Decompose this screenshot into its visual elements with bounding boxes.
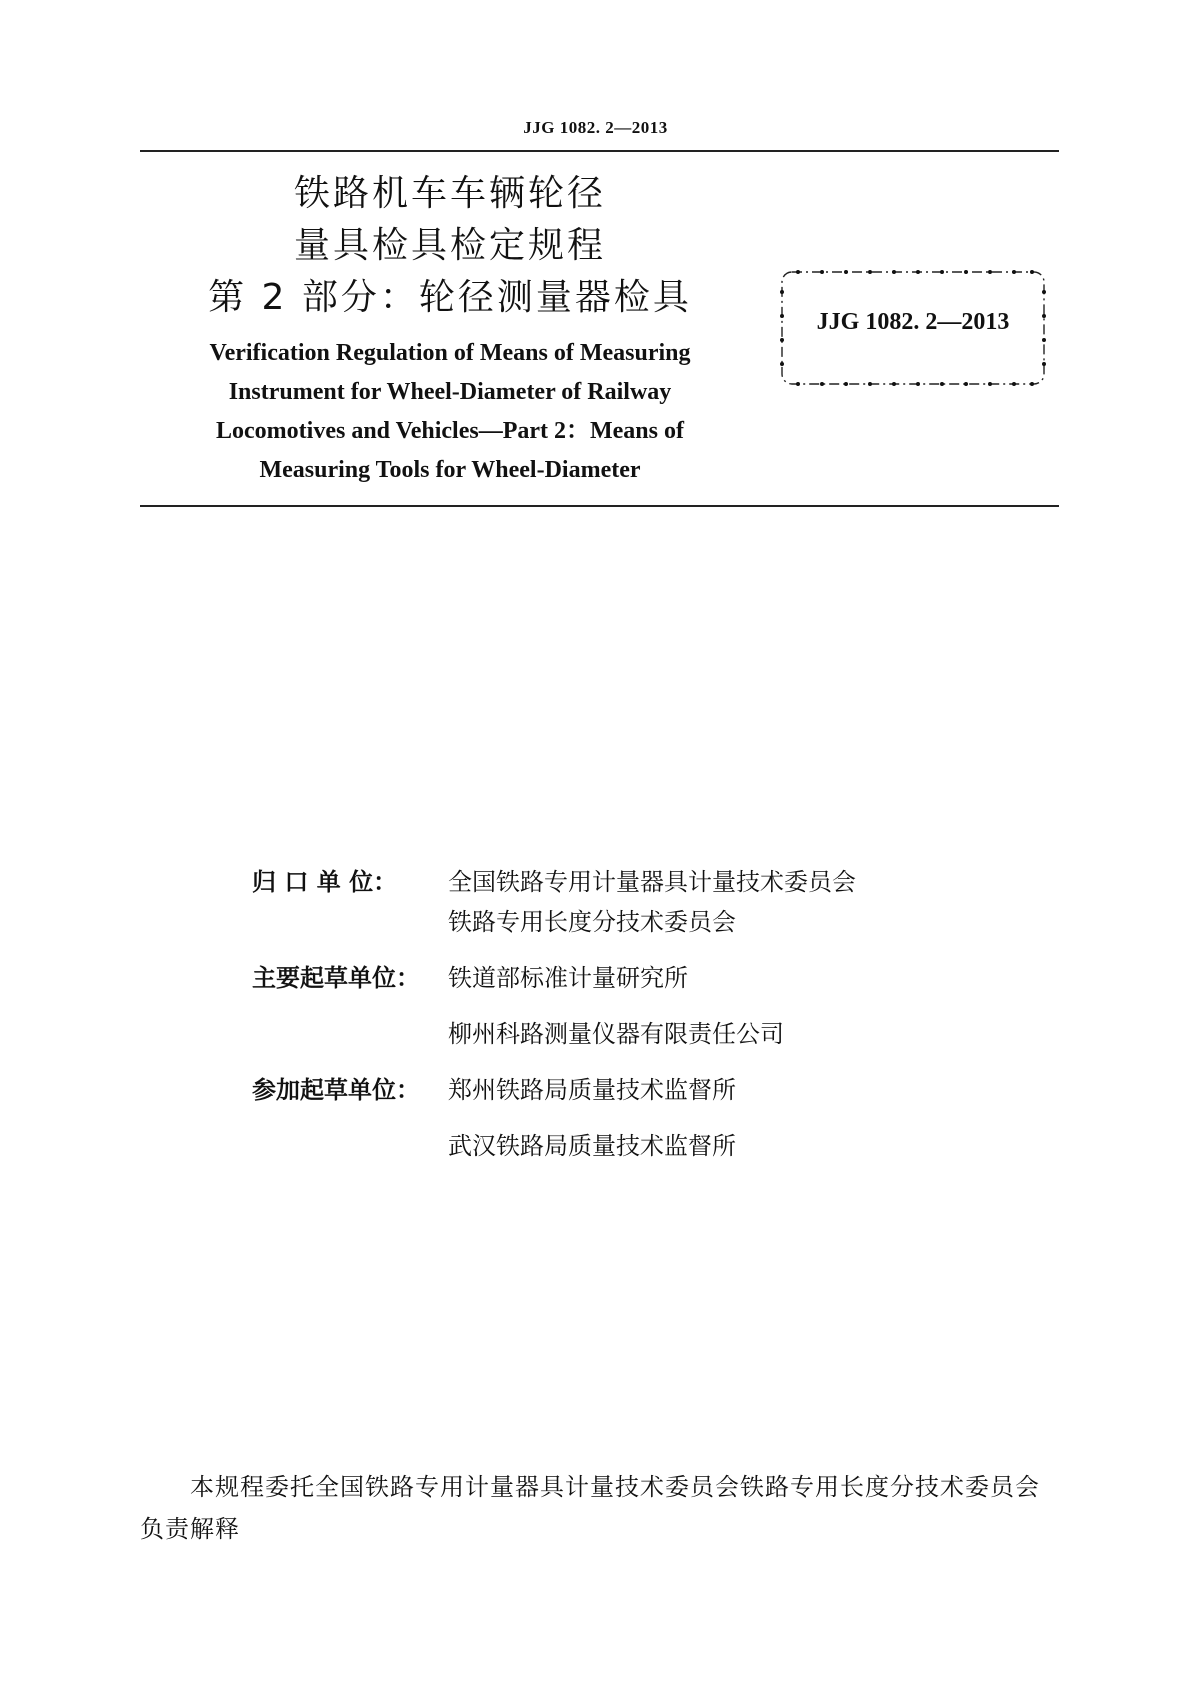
unit-value: 郑州铁路局质量技术监督所: [448, 1076, 736, 1104]
title-en-line-4: Measuring Tools for Wheel-Diameter: [259, 457, 641, 483]
title-en-line-3: Locomotives and Vehicles—Part 2：Means of: [216, 418, 684, 444]
unit-value: 铁路专用长度分技术委员会: [448, 908, 736, 936]
unit-label-participating-drafters: 参加起草单位：: [252, 1076, 420, 1104]
interpretation-note: 本规程委托全国铁路专用计量器具计量技术委员会铁路专用长度分技术委员会负责解释: [140, 1473, 1040, 1543]
unit-row-responsible: [252, 862, 972, 942]
unit-label-responsible: 归 口 单 位：: [252, 868, 398, 896]
title-zh-line-3: 第 2 部分：轮径测量器检具: [208, 277, 692, 318]
standard-code: JJG 1082. 2—2013: [816, 309, 1010, 335]
unit-value: 柳州科路测量仪器有限责任公司: [448, 1020, 784, 1048]
drafting-units: [252, 862, 972, 1166]
title-zh-line-2: 量具检具检定规程: [293, 225, 606, 266]
running-header-code: JJG 1082. 2—2013: [523, 118, 668, 137]
unit-label-main-drafters: 主要起草单位：: [252, 964, 420, 992]
title-en-line-2: Instrument for Wheel-Diameter of Railway: [228, 379, 672, 405]
unit-value: 全国铁路专用计量器具计量技术委员会: [448, 868, 856, 896]
unit-row-main-drafters: [252, 958, 972, 1054]
top-rule: [140, 150, 1059, 152]
title-zh-line-1: 铁路机车车辆轮径: [293, 173, 606, 214]
title-en-line-1: Verification Regulation of Means of Measuring: [209, 340, 691, 366]
unit-value: 武汉铁路局质量技术监督所: [448, 1132, 736, 1160]
bottom-rule: [140, 505, 1059, 507]
title-en: [150, 334, 750, 490]
unit-row-participating-drafters: [252, 1070, 972, 1166]
standard-code-box: [776, 266, 1050, 390]
title-block: [150, 168, 750, 490]
unit-value: 铁道部标准计量研究所: [448, 964, 688, 992]
